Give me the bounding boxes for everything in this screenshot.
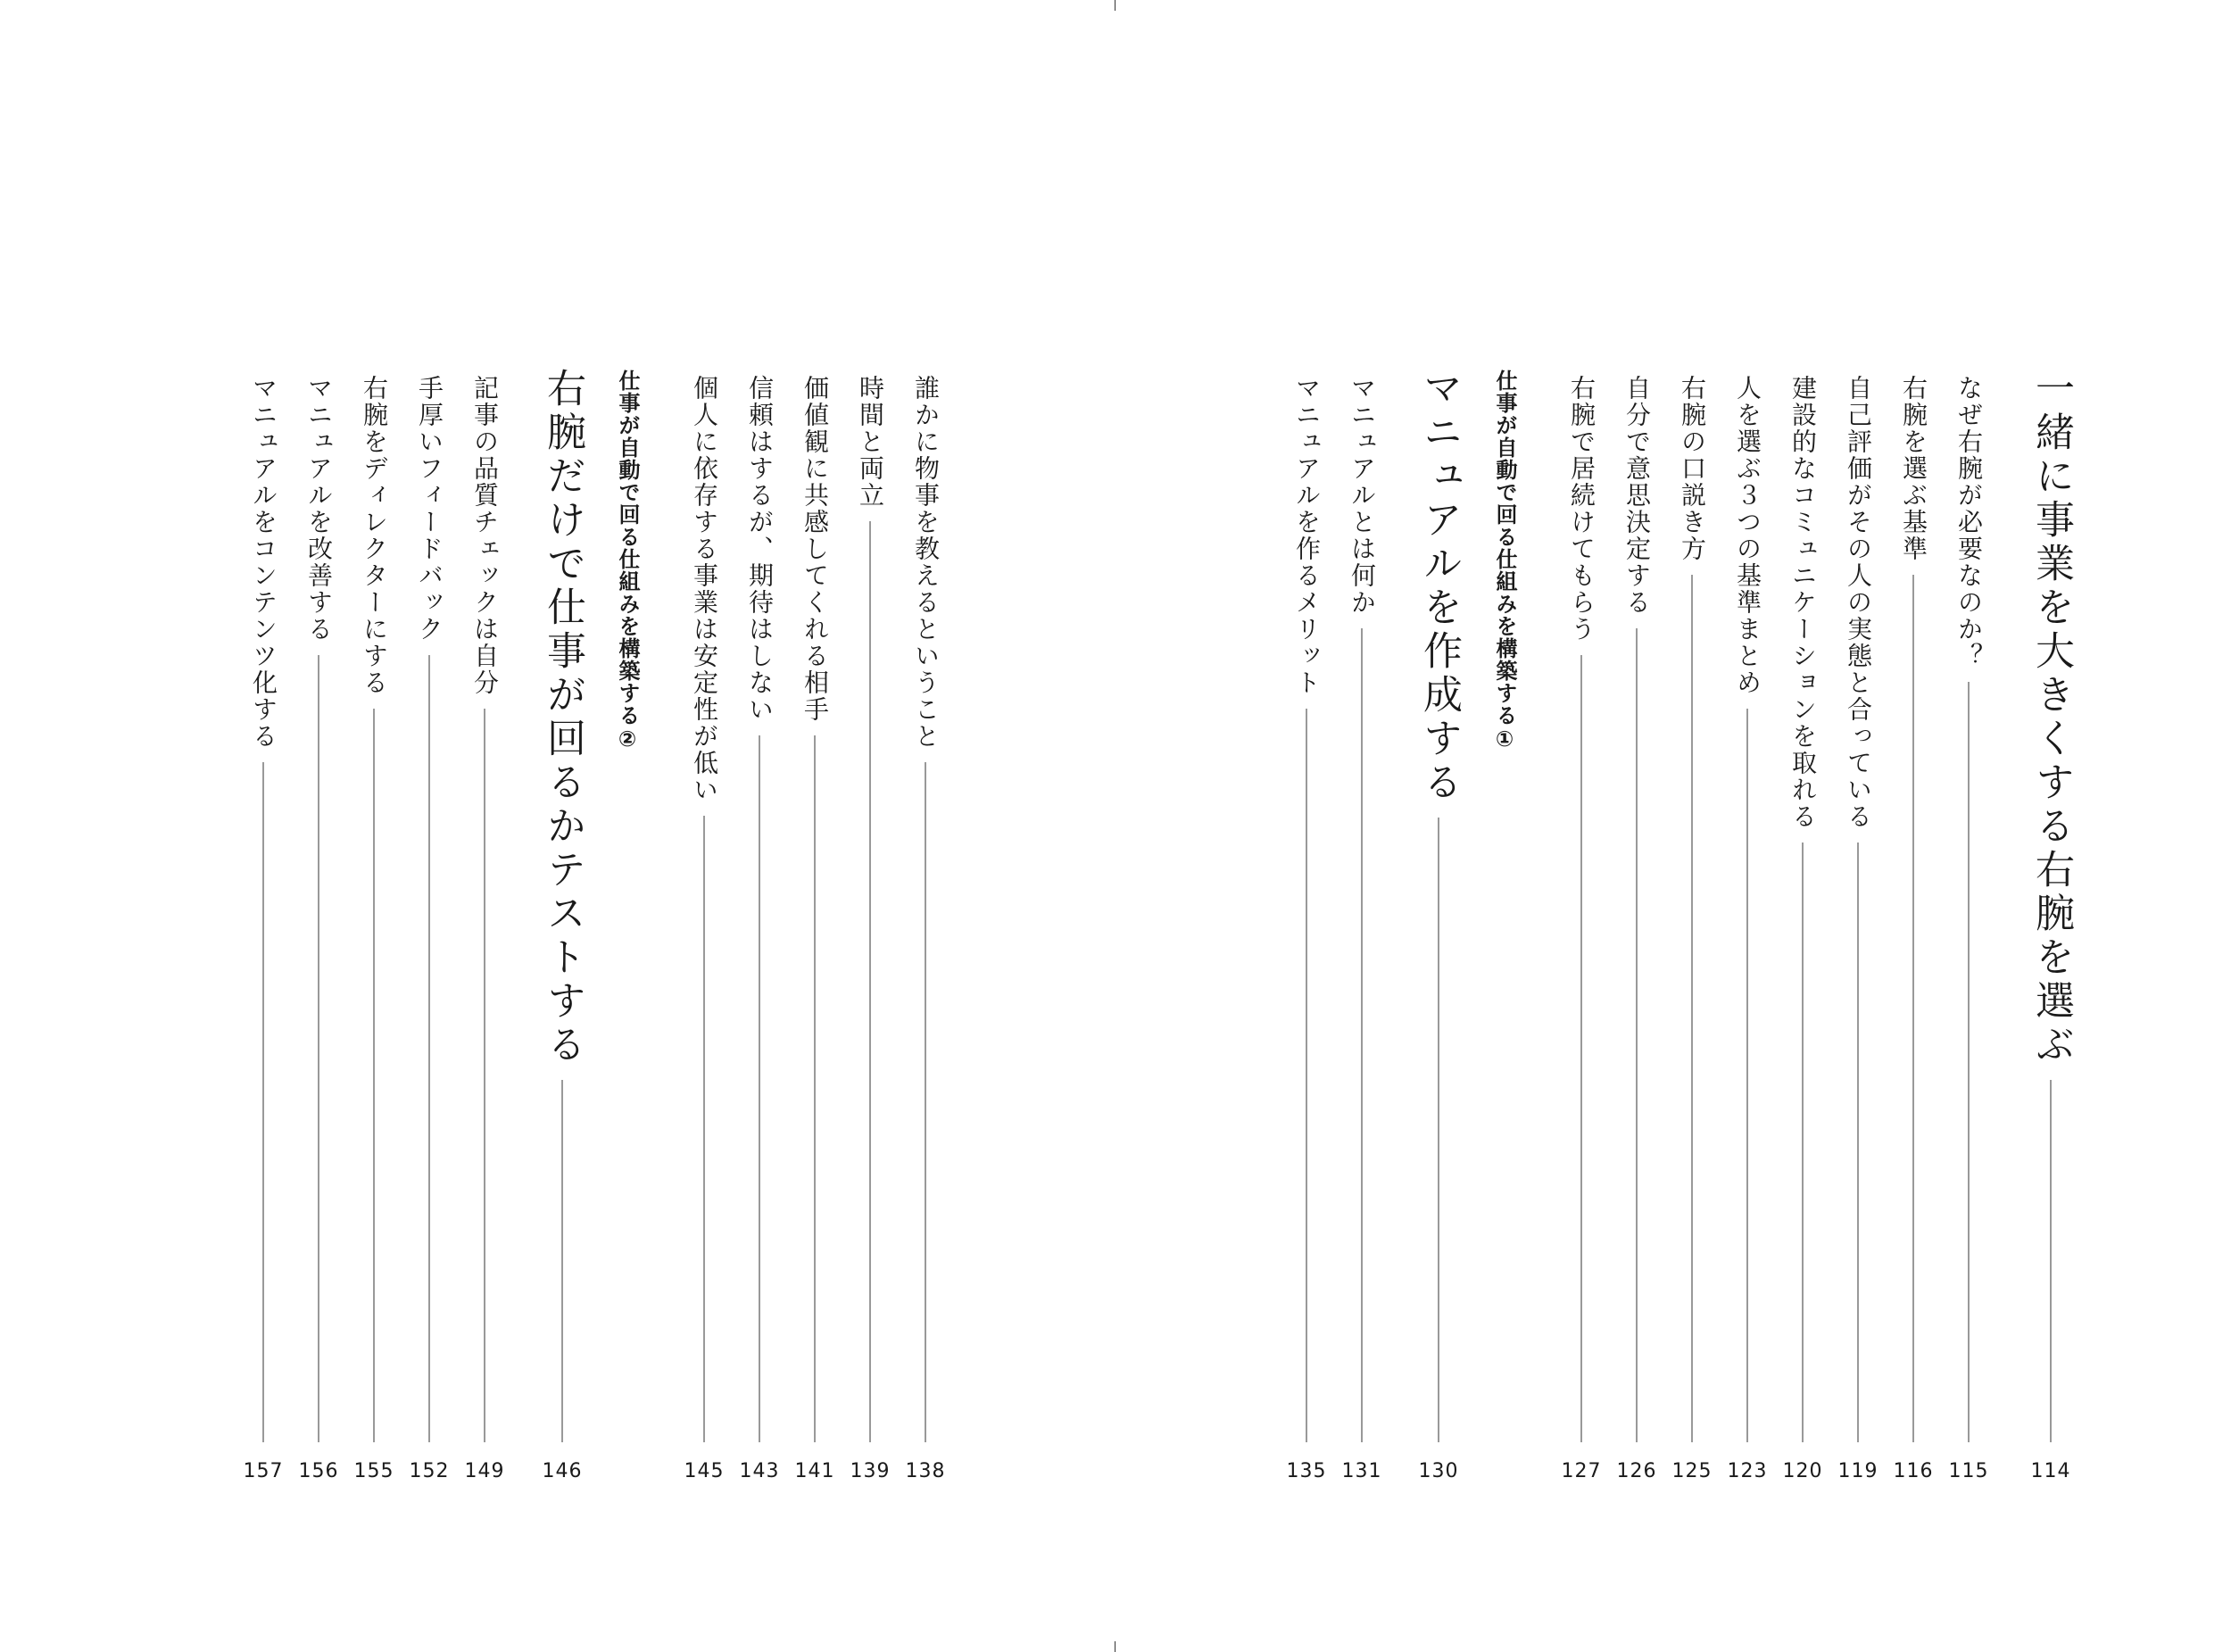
toc-item[interactable] bbox=[1728, 375, 1768, 1482]
item-title: マニュアルを改善する bbox=[304, 375, 334, 643]
item-title: マニュアルとは何か bbox=[1348, 375, 1377, 616]
leader-line bbox=[1746, 709, 1748, 1442]
toc-item[interactable] bbox=[1783, 375, 1823, 1482]
page-number: 120 bbox=[1782, 1460, 1823, 1482]
leader-line bbox=[703, 816, 705, 1442]
page-number: 139 bbox=[850, 1460, 891, 1482]
leader-line bbox=[925, 762, 926, 1442]
toc-item[interactable] bbox=[1838, 375, 1879, 1482]
page-number: 114 bbox=[2030, 1460, 2071, 1482]
page-number: 146 bbox=[542, 1460, 583, 1482]
item-title: マニュアルをコンテンツ化する bbox=[249, 375, 278, 750]
section-heading[interactable] bbox=[1494, 369, 1515, 752]
leader-line bbox=[814, 735, 816, 1442]
toc-item[interactable] bbox=[1949, 375, 1989, 1482]
section-title: 仕事が自動で回る仕組みを構築する② bbox=[615, 369, 640, 752]
toc-item[interactable] bbox=[465, 375, 505, 1482]
page-number: 131 bbox=[1341, 1460, 1382, 1482]
page-number: 115 bbox=[1948, 1460, 1989, 1482]
item-title: なぜ右腕が必要なのか？ bbox=[1954, 375, 1984, 669]
item-title: 信頼はするが、期待はしない bbox=[745, 375, 775, 723]
leader-line bbox=[1438, 818, 1439, 1442]
page-number: 125 bbox=[1671, 1460, 1713, 1482]
toc-item[interactable] bbox=[850, 375, 891, 1482]
leader-line bbox=[1857, 843, 1859, 1442]
chapter-entry[interactable] bbox=[2028, 368, 2074, 1482]
item-title: 時間と両立 bbox=[856, 375, 885, 509]
item-title: 右腕で居続けてもらう bbox=[1567, 375, 1597, 643]
page-number: 152 bbox=[409, 1460, 450, 1482]
leader-line bbox=[1306, 709, 1307, 1442]
toc-item[interactable] bbox=[244, 375, 284, 1482]
leader-line bbox=[1361, 628, 1363, 1442]
chapter-title: 一緒に事業を大きくする右腕を選ぶ bbox=[2028, 368, 2074, 1067]
chapter-entry[interactable] bbox=[540, 368, 585, 1482]
toc-item[interactable] bbox=[299, 375, 339, 1482]
leader-line bbox=[561, 1080, 563, 1442]
toc-item[interactable] bbox=[1672, 375, 1713, 1482]
section-title: 仕事が自動で回る仕組みを構築する① bbox=[1492, 369, 1517, 752]
page-number: 143 bbox=[739, 1460, 780, 1482]
toc-item[interactable] bbox=[1342, 375, 1382, 1482]
page-number: 155 bbox=[353, 1460, 394, 1482]
page-number: 157 bbox=[243, 1460, 284, 1482]
toc-item[interactable] bbox=[795, 375, 835, 1482]
chapter-entry[interactable] bbox=[1416, 368, 1462, 1482]
page-number: 116 bbox=[1893, 1460, 1934, 1482]
item-title: 人を選ぶ３つの基準まとめ bbox=[1733, 375, 1762, 696]
item-title: 誰かに物事を教えるということ bbox=[911, 375, 941, 750]
toc-item[interactable] bbox=[906, 375, 946, 1482]
toc-item[interactable] bbox=[410, 375, 450, 1482]
page-number: 123 bbox=[1727, 1460, 1768, 1482]
page-number: 156 bbox=[298, 1460, 339, 1482]
leader-line bbox=[1691, 575, 1693, 1442]
section-heading[interactable] bbox=[617, 369, 638, 752]
leader-line bbox=[759, 735, 760, 1442]
toc-item[interactable] bbox=[1287, 375, 1327, 1482]
toc-item[interactable] bbox=[684, 375, 725, 1482]
page-number: 145 bbox=[684, 1460, 725, 1482]
toc-item[interactable] bbox=[1562, 375, 1602, 1482]
page-number: 130 bbox=[1418, 1460, 1459, 1482]
item-title: 右腕をディレクターにする bbox=[360, 375, 389, 696]
leader-line bbox=[1912, 575, 1914, 1442]
item-title: マニュアルを作るメリット bbox=[1292, 375, 1322, 696]
toc-item[interactable] bbox=[1894, 375, 1934, 1482]
leader-line bbox=[2050, 1080, 2052, 1442]
crop-mark-top bbox=[1115, 0, 1116, 11]
leader-line bbox=[1802, 843, 1804, 1442]
leader-line bbox=[373, 709, 375, 1442]
chapter-title: マニュアルを作成する bbox=[1416, 368, 1462, 805]
item-title: 自己評価がその人の実態と合っている bbox=[1844, 375, 1873, 830]
page-number: 138 bbox=[905, 1460, 946, 1482]
toc-item[interactable] bbox=[1617, 375, 1657, 1482]
leader-line bbox=[1636, 628, 1638, 1442]
page-number: 126 bbox=[1616, 1460, 1657, 1482]
item-title: 建設的なコミュニケーションを取れる bbox=[1788, 375, 1818, 830]
page-number: 141 bbox=[794, 1460, 835, 1482]
item-title: 右腕の口説き方 bbox=[1678, 375, 1707, 562]
toc-item[interactable] bbox=[740, 375, 780, 1482]
leader-line bbox=[1580, 655, 1582, 1442]
leader-line bbox=[428, 655, 430, 1442]
leader-line bbox=[318, 655, 319, 1442]
leader-line bbox=[262, 762, 264, 1442]
chapter-title: 右腕だけで仕事が回るかテストする bbox=[540, 368, 585, 1067]
leader-line bbox=[1968, 682, 1970, 1442]
toc-item[interactable] bbox=[354, 375, 394, 1482]
item-title: 記事の品質チェックは自分 bbox=[470, 375, 500, 696]
item-title: 自分で意思決定する bbox=[1622, 375, 1652, 616]
crop-mark-bottom bbox=[1115, 1641, 1116, 1652]
item-title: 個人に依存する事業は安定性が低い bbox=[690, 375, 719, 803]
page-number: 149 bbox=[464, 1460, 505, 1482]
page-number: 135 bbox=[1286, 1460, 1327, 1482]
item-title: 右腕を選ぶ基準 bbox=[1899, 375, 1928, 562]
leader-line bbox=[484, 709, 485, 1442]
item-title: 手厚いフィードバック bbox=[415, 375, 444, 643]
leader-line bbox=[869, 521, 871, 1442]
page-number: 119 bbox=[1837, 1460, 1879, 1482]
item-title: 価値観に共感してくれる相手 bbox=[800, 375, 830, 723]
page-number: 127 bbox=[1561, 1460, 1602, 1482]
